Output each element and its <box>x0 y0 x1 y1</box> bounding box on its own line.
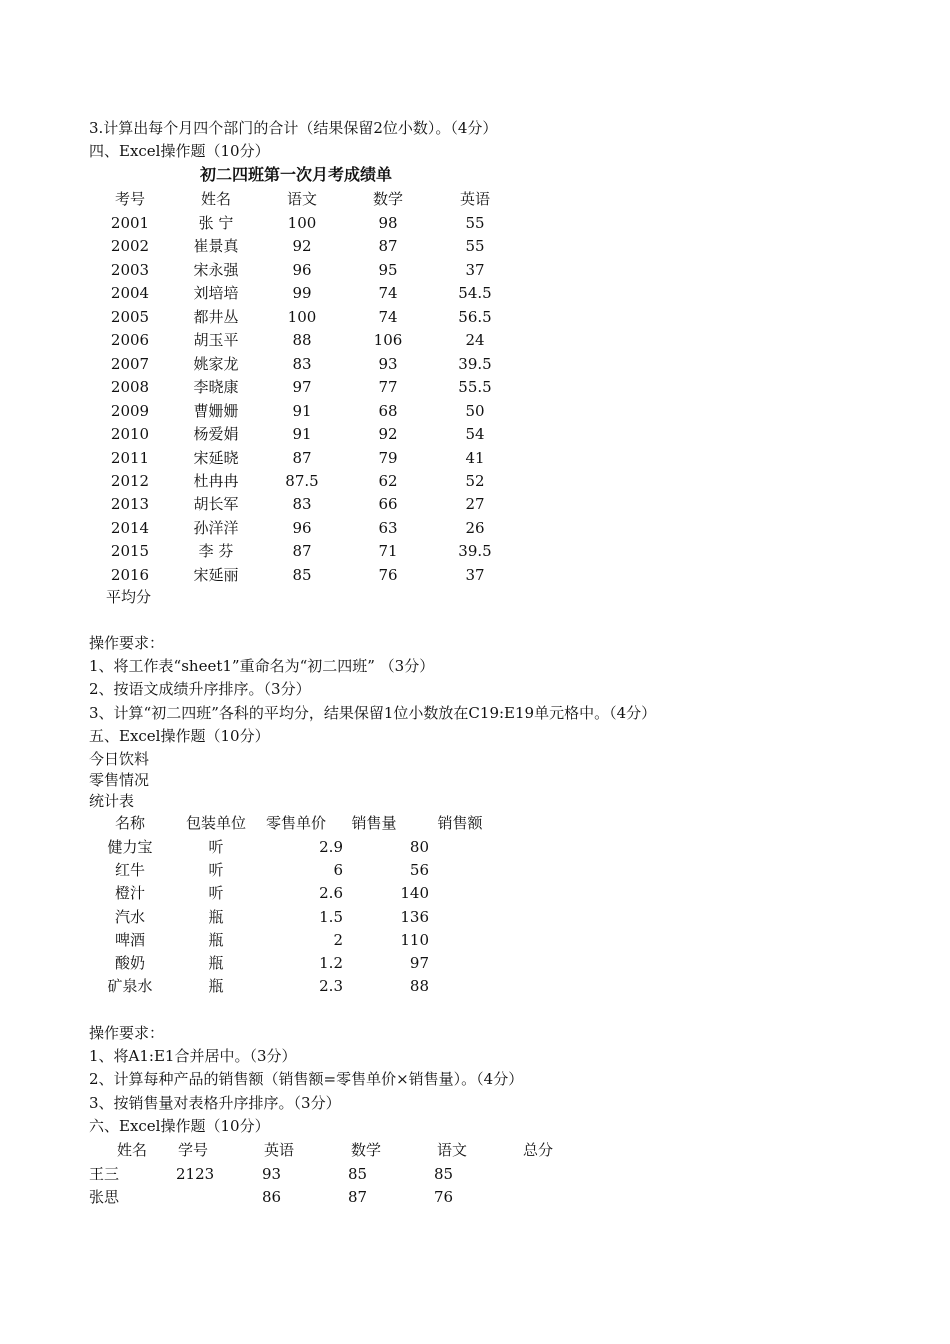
table-cell: 96 <box>292 261 312 279</box>
table-cell: 97 <box>292 378 312 396</box>
average-label: 平均分 <box>106 588 152 606</box>
table-cell: 王三 <box>89 1165 120 1183</box>
table-cell: 93 <box>378 355 398 373</box>
table-cell: 2 <box>333 931 343 949</box>
column-header: 考号 <box>114 190 146 208</box>
column-header: 学号 <box>177 1141 209 1159</box>
table-cell: 76 <box>378 566 398 584</box>
column-header: 语文 <box>286 190 318 208</box>
table-cell: 刘培培 <box>193 284 239 302</box>
table-cell: 2004 <box>110 284 150 302</box>
column-header: 零售单价 <box>265 814 327 832</box>
table-cell: 99 <box>292 284 312 302</box>
section-5-requirements-title: 操作要求： <box>89 1024 165 1042</box>
table-cell: 55 <box>465 237 485 255</box>
table-cell: 66 <box>378 495 398 513</box>
table-cell: 孙洋洋 <box>193 519 239 537</box>
table-cell: 106 <box>373 331 403 349</box>
table-cell: 崔景真 <box>193 237 239 255</box>
drink-table-title-line: 统计表 <box>89 792 135 810</box>
table-cell: 李 芬 <box>198 542 234 560</box>
table-cell: 95 <box>378 261 398 279</box>
table-cell: 听 <box>208 838 224 856</box>
table-cell: 听 <box>208 884 224 902</box>
table-cell: 听 <box>208 861 224 879</box>
table-cell: 100 <box>287 214 317 232</box>
table-cell: 2008 <box>110 378 150 396</box>
column-header: 数学 <box>350 1141 382 1159</box>
table-cell: 87 <box>292 542 312 560</box>
table-cell: 2001 <box>110 214 150 232</box>
table-cell: 2006 <box>110 331 150 349</box>
table-cell: 红牛 <box>114 861 146 879</box>
table-cell: 2010 <box>110 425 150 443</box>
table-cell: 2.3 <box>319 977 343 995</box>
column-header: 名称 <box>114 814 146 832</box>
column-header: 销售额 <box>437 814 483 832</box>
column-header: 姓名 <box>116 1141 148 1159</box>
table-cell: 健力宝 <box>107 838 153 856</box>
table-cell: 56.5 <box>458 308 492 326</box>
score-table-title: 初二四班第一次月考成绩单 <box>200 165 393 184</box>
section-4-requirements-title: 操作要求： <box>89 634 165 652</box>
table-cell: 87 <box>292 449 312 467</box>
table-cell: 2009 <box>110 402 150 420</box>
table-cell: 2002 <box>110 237 150 255</box>
table-cell: 宋延丽 <box>193 566 239 584</box>
table-cell: 李晓康 <box>193 378 239 396</box>
table-cell: 26 <box>465 519 485 537</box>
table-cell: 85 <box>292 566 312 584</box>
column-header: 包装单位 <box>185 814 247 832</box>
table-cell: 瓶 <box>208 954 224 972</box>
table-cell: 87 <box>348 1188 368 1206</box>
table-cell: 2016 <box>110 566 150 584</box>
table-cell: 74 <box>378 284 398 302</box>
table-cell: 2013 <box>110 495 150 513</box>
table-cell: 1.5 <box>319 908 343 926</box>
table-cell: 83 <box>292 355 312 373</box>
table-cell: 1.2 <box>319 954 343 972</box>
table-cell: 87.5 <box>285 472 319 490</box>
table-cell: 27 <box>465 495 485 513</box>
table-cell: 姚家龙 <box>193 355 239 373</box>
column-header: 英语 <box>459 190 491 208</box>
table-cell: 瓶 <box>208 977 224 995</box>
table-cell: 橙汁 <box>114 884 146 902</box>
table-cell: 74 <box>378 308 398 326</box>
table-cell: 37 <box>465 261 485 279</box>
table-cell: 76 <box>434 1188 454 1206</box>
table-cell: 91 <box>292 425 312 443</box>
table-cell: 2007 <box>110 355 150 373</box>
table-cell: 55 <box>465 214 485 232</box>
table-cell: 87 <box>378 237 398 255</box>
table-cell: 汽水 <box>114 908 146 926</box>
section-5-requirement: 1、将A1:E1合并居中。（3分） <box>89 1047 297 1065</box>
section-4-heading: 四、Excel操作题（10分） <box>89 142 270 160</box>
table-cell: 97 <box>409 954 429 972</box>
table-cell: 71 <box>378 542 398 560</box>
table-cell: 6 <box>333 861 343 879</box>
table-cell: 41 <box>465 449 485 467</box>
table-cell: 54.5 <box>458 284 492 302</box>
section-5-requirement: 3、按销售量对表格升序排序。（3分） <box>89 1094 341 1112</box>
table-cell: 85 <box>434 1165 454 1183</box>
column-header: 总分 <box>522 1141 554 1159</box>
table-cell: 宋永强 <box>193 261 239 279</box>
drink-table-title-line: 今日饮料 <box>89 750 150 768</box>
section-5-heading: 五、Excel操作题（10分） <box>89 727 270 745</box>
table-cell: 96 <box>292 519 312 537</box>
table-cell: 2011 <box>110 449 150 467</box>
table-cell: 矿泉水 <box>107 977 153 995</box>
table-cell: 56 <box>409 861 429 879</box>
table-cell: 24 <box>465 331 485 349</box>
table-cell: 80 <box>409 838 429 856</box>
table-cell: 63 <box>378 519 398 537</box>
table-cell: 都井丛 <box>193 308 239 326</box>
table-cell: 140 <box>400 884 429 902</box>
table-cell: 2.6 <box>319 884 343 902</box>
table-cell: 88 <box>292 331 312 349</box>
table-cell: 88 <box>409 977 429 995</box>
table-cell: 胡玉平 <box>193 331 239 349</box>
table-cell: 杜冉冉 <box>193 472 239 490</box>
column-header: 英语 <box>263 1141 295 1159</box>
table-cell: 胡长军 <box>193 495 239 513</box>
table-cell: 83 <box>292 495 312 513</box>
column-header: 姓名 <box>200 190 232 208</box>
table-cell: 91 <box>292 402 312 420</box>
table-cell: 98 <box>378 214 398 232</box>
table-cell: 50 <box>465 402 485 420</box>
table-cell: 100 <box>287 308 317 326</box>
table-cell: 110 <box>400 931 429 949</box>
table-cell: 2014 <box>110 519 150 537</box>
question-3-line: 3.计算出每个月四个部门的合计（结果保留2位小数）。（4分） <box>89 119 498 137</box>
section-4-requirement: 3、计算“初二四班”各科的平均分，结果保留1位小数放在C19:E19单元格中。（4分） <box>89 704 657 722</box>
table-cell: 张思 <box>89 1188 120 1206</box>
table-cell: 55.5 <box>458 378 492 396</box>
table-cell: 酸奶 <box>114 954 146 972</box>
table-cell: 啤酒 <box>114 931 146 949</box>
column-header: 数学 <box>372 190 404 208</box>
table-cell: 37 <box>465 566 485 584</box>
table-cell: 39.5 <box>458 355 492 373</box>
table-cell: 92 <box>292 237 312 255</box>
table-cell: 张 宁 <box>198 214 234 232</box>
table-cell: 136 <box>400 908 429 926</box>
table-cell: 54 <box>465 425 485 443</box>
table-cell: 68 <box>378 402 398 420</box>
table-cell: 79 <box>378 449 398 467</box>
table-cell: 93 <box>262 1165 282 1183</box>
table-cell: 宋延晓 <box>193 449 239 467</box>
table-cell: 2003 <box>110 261 150 279</box>
drink-table-title-line: 零售情况 <box>89 771 150 789</box>
table-cell: 39.5 <box>458 542 492 560</box>
table-cell: 2005 <box>110 308 150 326</box>
table-cell: 瓶 <box>208 908 224 926</box>
table-cell: 杨爱娟 <box>193 425 239 443</box>
table-cell: 92 <box>378 425 398 443</box>
table-cell: 曹姗姗 <box>193 402 239 420</box>
table-cell: 52 <box>465 472 485 490</box>
table-cell: 瓶 <box>208 931 224 949</box>
table-cell: 86 <box>262 1188 282 1206</box>
section-5-requirement: 2、计算每种产品的销售额（销售额=零售单价×销售量）。（4分） <box>89 1070 524 1088</box>
table-cell: 2015 <box>110 542 150 560</box>
table-cell: 2012 <box>110 472 150 490</box>
section-4-requirement: 1、将工作表“sheet1”重命名为“初二四班” （3分） <box>89 657 435 675</box>
table-cell: 2.9 <box>319 838 343 856</box>
column-header: 销售量 <box>351 814 397 832</box>
table-cell: 2123 <box>176 1165 215 1183</box>
table-cell: 85 <box>348 1165 368 1183</box>
column-header: 语文 <box>436 1141 468 1159</box>
section-6-heading: 六、Excel操作题（10分） <box>89 1117 270 1135</box>
table-cell: 77 <box>378 378 398 396</box>
section-4-requirement: 2、按语文成绩升序排序。（3分） <box>89 680 311 698</box>
table-cell: 62 <box>378 472 398 490</box>
